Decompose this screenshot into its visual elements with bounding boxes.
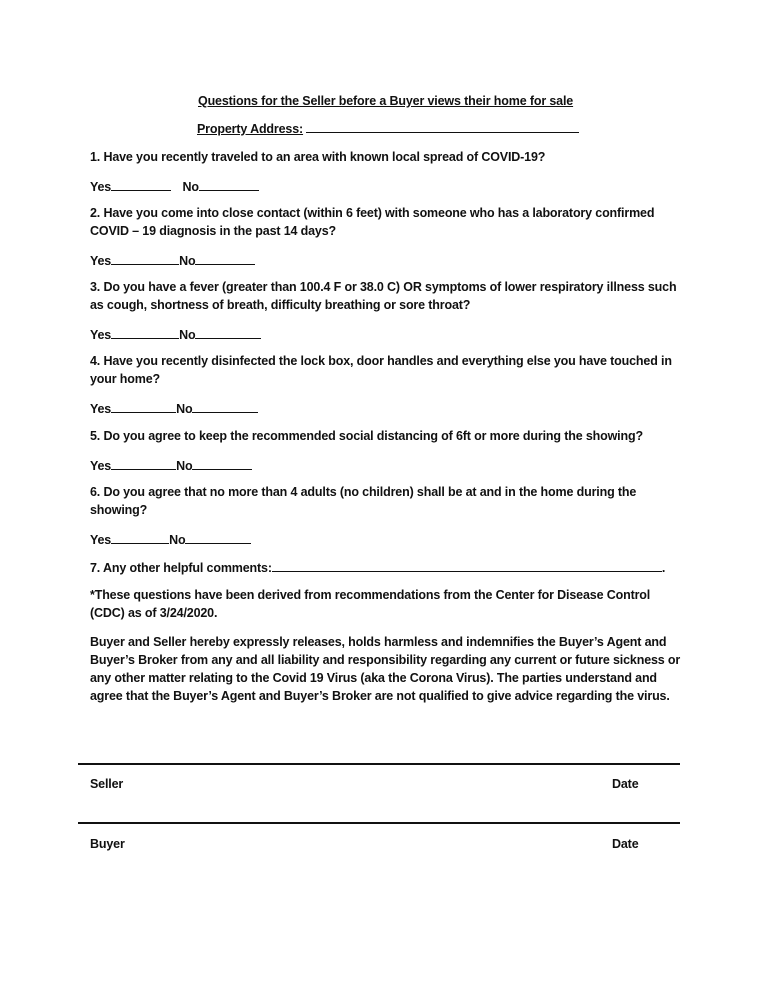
question-3-yes-field[interactable] — [111, 326, 179, 339]
question-6-answer — [90, 531, 251, 547]
question-4-no-field[interactable] — [192, 400, 258, 413]
question-7-label: 7. Any other helpful comments: — [90, 561, 272, 575]
question-1-yes-field[interactable] — [111, 178, 171, 191]
seller-date-label: Date — [612, 777, 639, 791]
yes-label: Yes — [90, 254, 112, 268]
buyer-date-label: Date — [612, 837, 639, 851]
buyer-signature-line[interactable] — [78, 822, 680, 824]
question-6-text-line-2: showing? — [90, 503, 148, 517]
period: . — [661, 561, 666, 575]
question-2-no-field[interactable] — [195, 252, 255, 265]
question-7-row — [90, 559, 665, 575]
question-3-text-line-1: 3. Do you have a fever (greater than 100.4 F or 38.0 C) OR symptoms of lower respiratory illness such — [90, 280, 677, 294]
yes-label: Yes — [90, 180, 112, 194]
property-address-row — [197, 120, 579, 136]
question-1-no-field[interactable] — [199, 178, 259, 191]
question-6-text-line-1: 6. Do you agree that no more than 4 adults (no children) shall be at and in the home during the — [90, 485, 637, 499]
yes-label: Yes — [90, 533, 112, 547]
question-4-yes-field[interactable] — [111, 400, 176, 413]
yes-label: Yes — [90, 402, 112, 416]
question-4-answer — [90, 400, 258, 416]
question-5-text: 5. Do you agree to keep the recommended social distancing of 6ft or more during the showing? — [90, 429, 643, 443]
question-2-text-line-2: COVID – 19 diagnosis in the past 14 days? — [90, 224, 337, 238]
question-1-text: 1. Have you recently traveled to an area with known local spread of COVID-19? — [90, 150, 546, 164]
question-3-text-line-2: as cough, shortness of breath, difficulty breathing or sore throat? — [90, 298, 471, 312]
release-line-2: Buyer’s Broker from any and all liability and responsibility regarding any current or future sickness or — [90, 653, 681, 667]
seller-label: Seller — [90, 777, 124, 791]
cdc-note-line-2: (CDC) as of 3/24/2020. — [90, 606, 218, 620]
yes-label: Yes — [90, 328, 112, 342]
question-4-text-line-1: 4. Have you recently disinfected the lock box, door handles and everything else you have touched in — [90, 354, 672, 368]
cdc-note-line-1: *These questions have been derived from recommendations from the Center for Disease Control — [90, 588, 651, 602]
question-6-no-field[interactable] — [185, 531, 251, 544]
release-line-3: any other matter relating to the Covid 19 Virus (aka the Corona Virus). The parties understand and — [90, 671, 657, 685]
comments-field[interactable] — [272, 559, 662, 572]
no-label: No — [169, 533, 186, 547]
release-line-1: Buyer and Seller hereby expressly releases, holds harmless and indemnifies the Buyer’s Agent and — [90, 635, 667, 649]
no-label: No — [182, 180, 199, 194]
seller-signature-line[interactable] — [78, 763, 680, 765]
question-3-answer — [90, 326, 261, 342]
question-2-yes-field[interactable] — [111, 252, 179, 265]
question-2-answer — [90, 252, 255, 268]
question-5-answer — [90, 457, 252, 473]
question-5-no-field[interactable] — [192, 457, 252, 470]
question-3-no-field[interactable] — [195, 326, 261, 339]
question-1-answer — [90, 178, 259, 194]
property-address-label: Property Address: — [197, 122, 304, 136]
yes-label: Yes — [90, 459, 112, 473]
document-title: Questions for the Seller before a Buyer views their home for sale — [198, 94, 574, 108]
release-line-4: agree that the Buyer’s Agent and Buyer’s Broker are not qualified to give advice regarding the virus. — [90, 689, 670, 703]
question-5-yes-field[interactable] — [111, 457, 176, 470]
no-label: No — [179, 328, 196, 342]
question-2-text-line-1: 2. Have you come into close contact (within 6 feet) with someone who has a laboratory confirmed — [90, 206, 655, 220]
no-label: No — [179, 254, 196, 268]
no-label: No — [176, 402, 193, 416]
question-4-text-line-2: your home? — [90, 372, 161, 386]
property-address-field[interactable] — [306, 120, 579, 133]
buyer-label: Buyer — [90, 837, 125, 851]
no-label: No — [176, 459, 193, 473]
question-6-yes-field[interactable] — [111, 531, 169, 544]
